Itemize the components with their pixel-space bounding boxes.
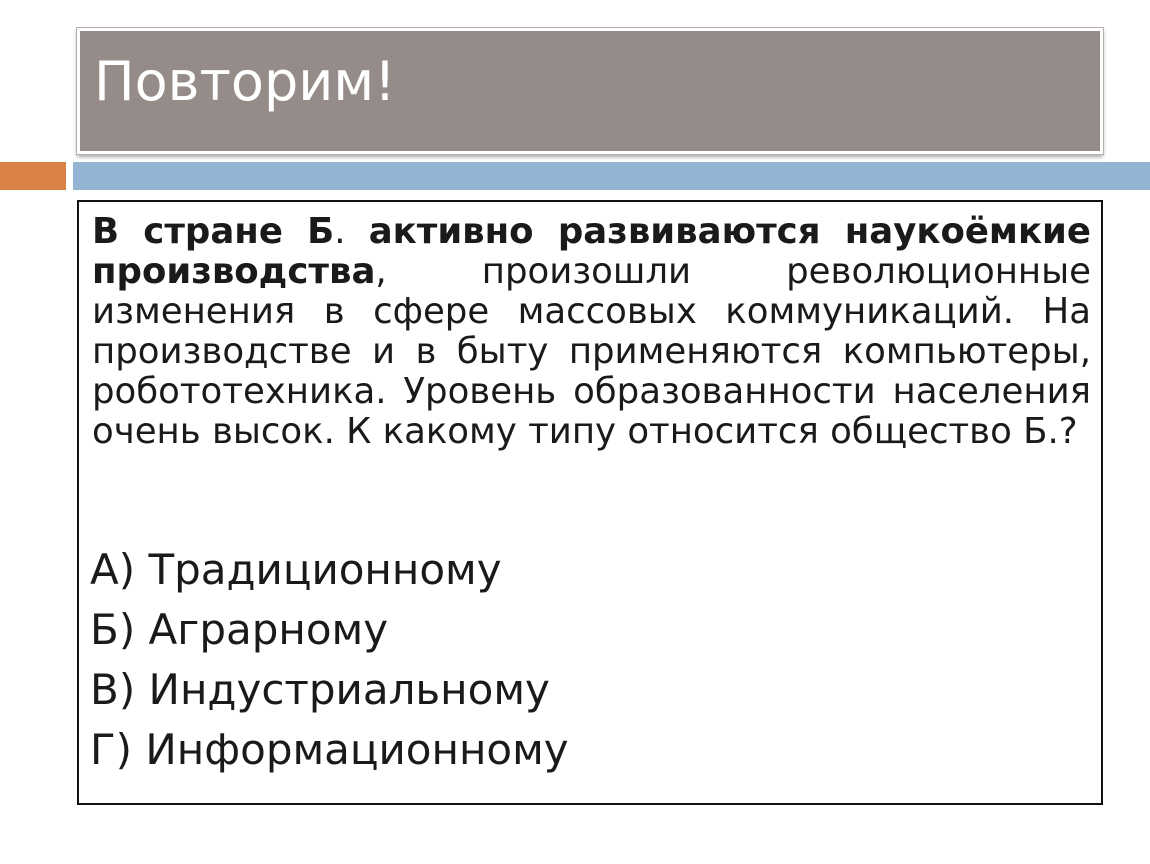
question-text-bold-1: В стране Б bbox=[92, 211, 335, 252]
question-text-bold-2: активно развиваются наукоёмкие производства bbox=[92, 211, 1091, 292]
question-text-plain-1: . bbox=[334, 211, 369, 252]
accent-stripe-orange bbox=[0, 162, 66, 190]
answer-option-b: Б) Аграрному bbox=[90, 605, 389, 654]
answer-option-a: А) Традиционному bbox=[90, 545, 502, 594]
answer-option-g: Г) Информационному bbox=[90, 725, 569, 774]
answer-option-v: В) Индустриальному bbox=[90, 665, 550, 714]
question-box bbox=[77, 200, 1103, 805]
question-text-plain-2: , произошли революционные изменения в сфере массовых коммуникаций. На производстве и в быту применяются компьютеры, робототехника. Уровень образованности населения очень высок. К какому типу относится общество Б.? bbox=[92, 251, 1091, 452]
title-bar bbox=[77, 28, 1103, 154]
question-text bbox=[92, 212, 1091, 452]
accent-stripe-blue bbox=[73, 162, 1150, 190]
slide-title: Повторим! bbox=[94, 50, 396, 113]
answer-options-list bbox=[90, 540, 569, 780]
